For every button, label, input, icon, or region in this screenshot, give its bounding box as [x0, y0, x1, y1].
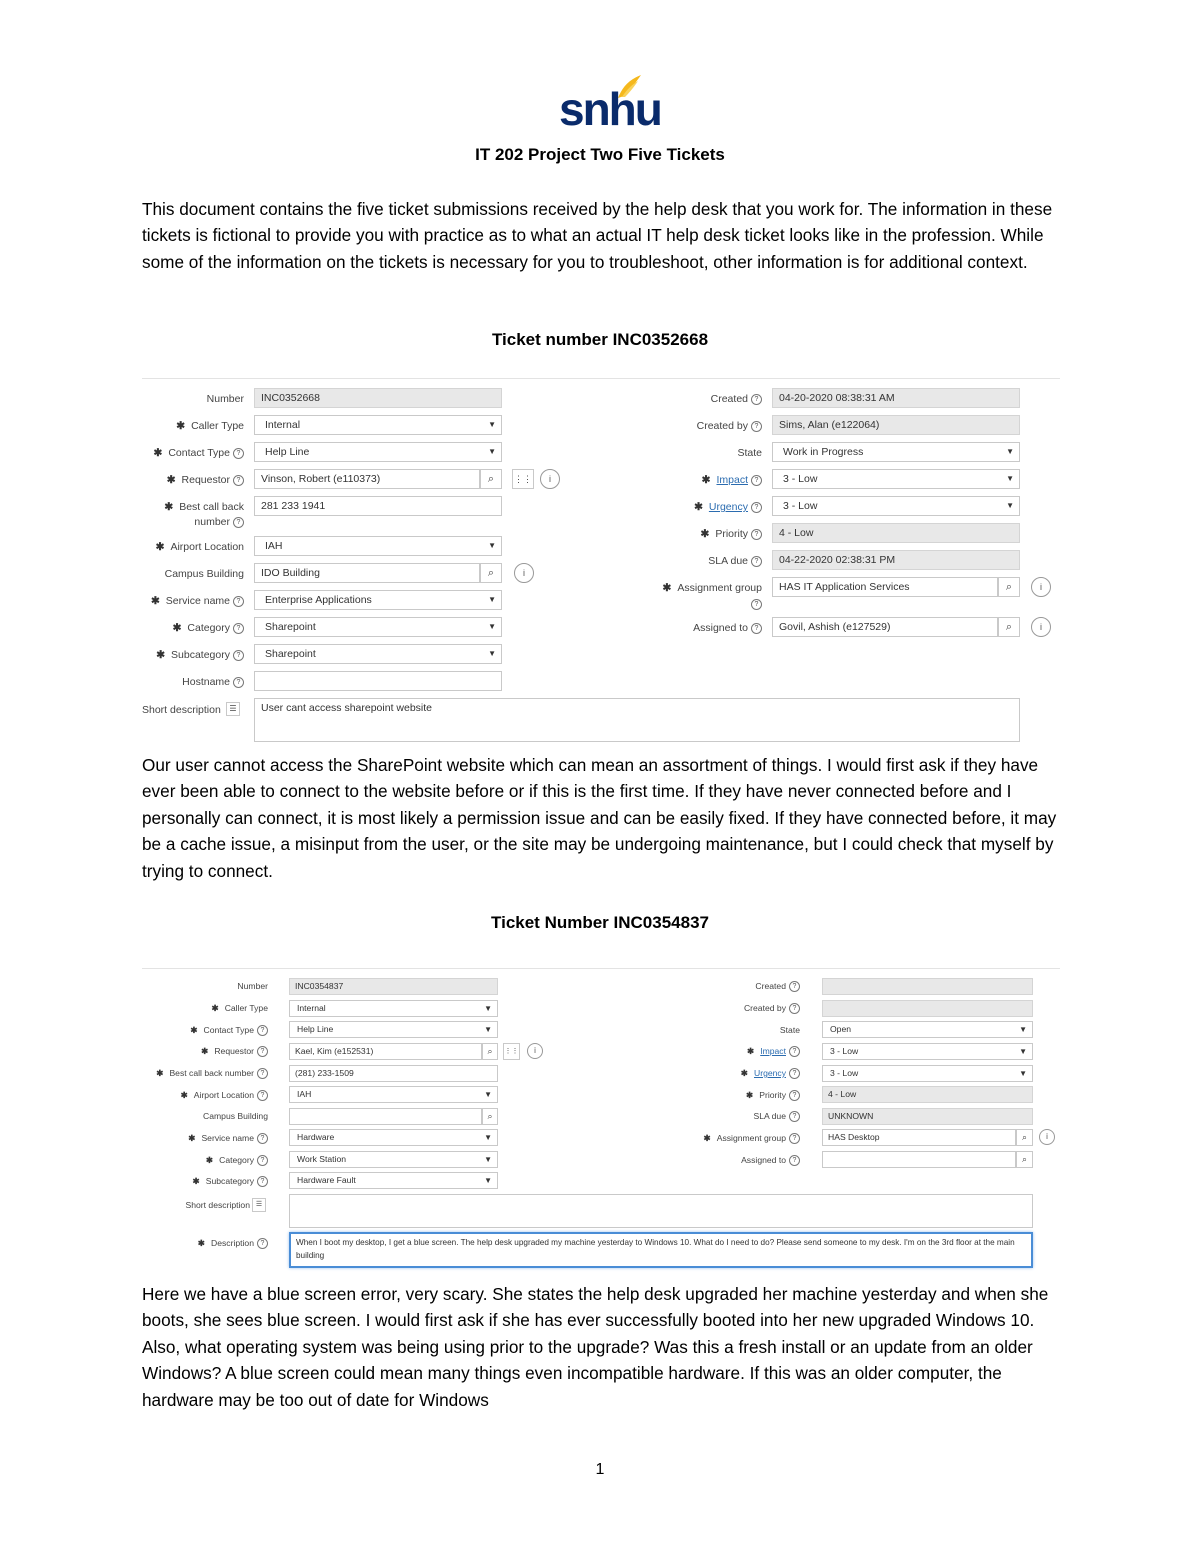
- snhu-logo: [556, 74, 661, 135]
- search-icon[interactable]: ⌕: [1016, 1129, 1033, 1146]
- chevron-down-icon: ▼: [1006, 501, 1014, 510]
- spellcheck-icon[interactable]: ☰: [252, 1198, 266, 1212]
- category-label: ✱ Category ?: [142, 622, 244, 634]
- urgency-label[interactable]: ✱ Urgency ?: [642, 1068, 800, 1079]
- contact-type-label: ✱ Contact Type ?: [142, 1025, 268, 1036]
- chevron-down-icon: ▼: [1019, 1047, 1027, 1056]
- info-icon: ?: [751, 529, 762, 540]
- chevron-down-icon: ▼: [488, 649, 496, 658]
- assigned-to-input[interactable]: [822, 1151, 1016, 1168]
- info-icon: ?: [257, 1155, 268, 1166]
- description-input[interactable]: When I boot my desktop, I get a blue screen. The help desk upgraded my machine yesterday to Windows 10. What do I need to do? Please send someone to my desk. I'm on the 3rd floor at the main building: [289, 1232, 1033, 1268]
- intro-paragraph: This document contains the five ticket submissions received by the help desk that you work for. The information in these tickets is fictional to provide you with practice as to what an actual IT help desk ticket looks like in the profession. While some of the information on the tickets is necessary for you to troubleshoot, other information is for additional context.: [142, 199, 1053, 272]
- subcategory-select[interactable]: Sharepoint ▼: [254, 644, 502, 664]
- chevron-down-icon: ▼: [488, 541, 496, 550]
- created-field: [822, 978, 1033, 995]
- short-description-label: Short description: [142, 704, 221, 716]
- requestor-input[interactable]: Vinson, Robert (e110373): [254, 469, 480, 489]
- search-icon[interactable]: ⌕: [480, 563, 502, 583]
- state-label: State: [737, 447, 762, 459]
- airport-location-select[interactable]: IAH ▼: [289, 1086, 498, 1103]
- preview-icon[interactable]: i: [514, 563, 534, 583]
- preview-icon[interactable]: i: [540, 469, 560, 489]
- created-by-label: Created by ?: [642, 1003, 800, 1014]
- category-select[interactable]: Sharepoint ▼: [254, 617, 502, 637]
- urgency-label[interactable]: ✱ Urgency ?: [602, 501, 762, 513]
- info-icon: ?: [233, 517, 244, 528]
- chevron-down-icon: ▼: [1019, 1069, 1027, 1078]
- info-icon: ?: [257, 1090, 268, 1101]
- sla-due-field: UNKNOWN: [822, 1108, 1033, 1125]
- number-field: INC0352668: [254, 388, 502, 408]
- chevron-down-icon: ▼: [484, 1025, 492, 1034]
- best-call-back-label-2: number ?: [142, 516, 244, 528]
- logo-text: snhu: [559, 83, 661, 135]
- caller-type-select[interactable]: Internal ▼: [289, 1000, 498, 1017]
- info-icon: ?: [789, 1133, 800, 1144]
- service-name-select[interactable]: Enterprise Applications ▼: [254, 590, 502, 610]
- created-by-label: Created by ?: [602, 420, 762, 432]
- number-field: INC0354837: [289, 978, 498, 995]
- hostname-label: Hostname ?: [142, 676, 244, 688]
- priority-field: 4 - Low: [822, 1086, 1033, 1103]
- requestor-label: ✱ Requestor ?: [142, 1046, 268, 1057]
- created-by-field: Sims, Alan (e122064): [772, 415, 1020, 435]
- sla-due-label: SLA due ?: [602, 555, 762, 567]
- info-icon: ?: [257, 1238, 268, 1249]
- service-name-select[interactable]: Hardware ▼: [289, 1129, 498, 1146]
- impact-label: ✱ Impact ?: [642, 1046, 800, 1057]
- document-title: IT 202 Project Two Five Tickets: [475, 145, 725, 164]
- requestor-input[interactable]: Kael, Kim (e152531): [289, 1043, 482, 1060]
- info-icon: ?: [789, 981, 800, 992]
- created-by-field: [822, 1000, 1033, 1017]
- chevron-down-icon: ▼: [484, 1133, 492, 1142]
- subcategory-label: ✱ Subcategory ?: [142, 649, 244, 661]
- info-icon: ?: [233, 677, 244, 688]
- ticket2-heading: Ticket Number INC0354837: [491, 913, 709, 932]
- chevron-down-icon: ▼: [484, 1176, 492, 1185]
- priority-label: ✱ Priority ?: [602, 528, 762, 540]
- preview-icon[interactable]: i: [1031, 617, 1051, 637]
- info-icon: ?: [751, 599, 762, 610]
- chevron-down-icon: ▼: [484, 1004, 492, 1013]
- info-icon: ?: [257, 1133, 268, 1144]
- search-icon[interactable]: ⌕: [998, 577, 1020, 597]
- caller-type-select[interactable]: Internal ▼: [254, 415, 502, 435]
- ticket1-form: [142, 378, 1060, 743]
- info-icon: ?: [233, 448, 244, 459]
- chevron-down-icon: ▼: [488, 595, 496, 604]
- assignment-group-input[interactable]: HAS IT Application Services: [772, 577, 998, 597]
- service-name-label: ✱ Service name ?: [142, 595, 244, 607]
- state-select[interactable]: Open ▼: [822, 1021, 1033, 1038]
- preview-icon[interactable]: i: [1031, 577, 1051, 597]
- sla-due-label: SLA due ?: [642, 1111, 800, 1122]
- assigned-to-label: Assigned to ?: [642, 1155, 800, 1166]
- page-number: 1: [595, 1461, 605, 1478]
- info-icon: ?: [789, 1155, 800, 1166]
- search-icon[interactable]: ⌕: [998, 617, 1020, 637]
- airport-location-label: ✱ Airport Location ?: [142, 1090, 268, 1101]
- info-icon: ?: [751, 421, 762, 432]
- assignment-group-label: ✱ Assignment group: [662, 582, 762, 594]
- priority-field: 4 - Low: [772, 523, 1020, 543]
- campus-building-input[interactable]: IDO Building: [254, 563, 480, 583]
- info-icon: ?: [257, 1046, 268, 1057]
- impact-label: ✱ Impact ?: [602, 474, 762, 486]
- info-icon: ?: [789, 1046, 800, 1057]
- spellcheck-icon[interactable]: ☰: [226, 702, 240, 716]
- info-icon: ?: [751, 623, 762, 634]
- chevron-down-icon: ▼: [488, 420, 496, 429]
- description-label: ✱ Description ?: [142, 1238, 268, 1249]
- assigned-to-label: Assigned to ?: [602, 622, 762, 634]
- search-icon[interactable]: ⌕: [482, 1108, 498, 1125]
- urgency-select[interactable]: 3 - Low ▼: [772, 496, 1020, 516]
- info-icon: ?: [257, 1025, 268, 1036]
- chevron-down-icon: ▼: [488, 622, 496, 631]
- info-icon: ?: [751, 475, 762, 486]
- campus-building-label: Campus Building: [203, 1111, 268, 1121]
- hostname-input[interactable]: [254, 671, 502, 691]
- short-description-input[interactable]: User cant access sharepoint website: [254, 698, 1020, 742]
- info-icon: ?: [233, 596, 244, 607]
- created-field: 04-20-2020 08:38:31 AM: [772, 388, 1020, 408]
- caller-type-label: ✱ Caller Type: [211, 1003, 268, 1013]
- campus-building-input[interactable]: [289, 1108, 482, 1125]
- tree-picker-icon[interactable]: ⋮⋮: [512, 469, 534, 489]
- info-icon: ?: [751, 556, 762, 567]
- ticket1-heading: Ticket number INC0352668: [491, 330, 709, 349]
- impact-select[interactable]: 3 - Low ▼: [772, 469, 1020, 489]
- chevron-down-icon: ▼: [488, 447, 496, 456]
- airport-location-select[interactable]: IAH ▼: [254, 536, 502, 556]
- created-label: Created ?: [642, 981, 800, 992]
- info-icon: ?: [257, 1176, 268, 1187]
- info-icon: ?: [789, 1090, 800, 1101]
- chevron-down-icon: ▼: [1019, 1025, 1027, 1034]
- contact-type-label: ✱ Contact Type ?: [142, 447, 244, 459]
- search-icon[interactable]: ⌕: [1016, 1151, 1033, 1168]
- info-icon: ?: [789, 1003, 800, 1014]
- sla-due-field: 04-22-2020 02:38:31 PM: [772, 550, 1020, 570]
- chevron-down-icon: ▼: [484, 1155, 492, 1164]
- urgency-select[interactable]: 3 - Low ▼: [822, 1065, 1033, 1082]
- ticket2-analysis-paragraph: Here we have a blue screen error, very scary. She states the help desk upgraded her machine yesterday and when she boots, she sees blue screen. I would first ask if she has ever successfully booted into her new upgraded Windows 10. Also, what operating system was being using prior to the upgrade? Was this a fresh install or an update from an older Windows? A blue screen could mean many things even incompatible hardware. If this was an older computer, the hardware may be too out of date for Windows: [142, 1284, 1049, 1410]
- created-label: Created ?: [602, 393, 762, 405]
- short-description-label: Short description: [185, 1200, 250, 1210]
- category-label: ✱ Category ?: [142, 1155, 268, 1166]
- number-label: Number: [237, 981, 268, 991]
- info-icon: ?: [751, 394, 762, 405]
- best-call-back-label: ✱ Best call back: [164, 501, 244, 513]
- subcategory-select[interactable]: Hardware Fault ▼: [289, 1172, 498, 1189]
- info-icon: ?: [257, 1068, 268, 1079]
- info-icon: ?: [233, 650, 244, 661]
- short-description-input[interactable]: [289, 1194, 1033, 1228]
- assignment-group-input[interactable]: HAS Desktop: [822, 1129, 1016, 1146]
- category-select[interactable]: Work Station ▼: [289, 1151, 498, 1168]
- caller-type-label: ✱ Caller Type: [176, 420, 244, 432]
- info-icon: ?: [233, 475, 244, 486]
- info-icon: ?: [751, 502, 762, 513]
- priority-label: ✱ Priority ?: [642, 1090, 800, 1101]
- ticket1-analysis-paragraph: Our user cannot access the SharePoint website which can mean an assortment of things. I would first ask if they have ever been able to connect to the website before or if this is the first time. If they have never connected before and I personally can connect, it is most likely a permission issue and can be easily fixed. If they have connected before, it may be a cache issue, a misinput from the user, or the site may be undergoing maintenance, but I could check that myself by trying to connect.: [142, 755, 1057, 881]
- assignment-group-info: [602, 598, 762, 610]
- number-label: Number: [206, 393, 244, 405]
- preview-icon[interactable]: i: [1039, 1129, 1055, 1145]
- assignment-group-label: ✱ Assignment group ?: [642, 1133, 800, 1144]
- ticket2-form: [142, 968, 1060, 1280]
- tree-picker-icon[interactable]: ⋮⋮: [503, 1043, 520, 1060]
- campus-building-label: Campus Building: [164, 568, 244, 580]
- info-icon: ?: [789, 1068, 800, 1079]
- contact-type-select[interactable]: Help Line ▼: [289, 1021, 498, 1038]
- assigned-to-input[interactable]: Govil, Ashish (e127529): [772, 617, 998, 637]
- impact-select[interactable]: 3 - Low ▼: [822, 1043, 1033, 1060]
- state-label: State: [779, 1025, 800, 1035]
- info-icon: ?: [233, 623, 244, 634]
- airport-location-label: ✱ Airport Location: [155, 541, 244, 553]
- info-icon: ?: [789, 1111, 800, 1122]
- state-select[interactable]: Work in Progress ▼: [772, 442, 1020, 462]
- search-icon[interactable]: ⌕: [480, 469, 502, 489]
- best-call-back-input[interactable]: (281) 233-1509: [289, 1065, 498, 1082]
- best-call-back-label: ✱ Best call back number ?: [142, 1068, 268, 1079]
- contact-type-select[interactable]: Help Line ▼: [254, 442, 502, 462]
- chevron-down-icon: ▼: [1006, 474, 1014, 483]
- preview-icon[interactable]: i: [527, 1043, 543, 1059]
- subcategory-label: ✱ Subcategory ?: [142, 1176, 268, 1187]
- best-call-back-input[interactable]: 281 233 1941: [254, 496, 502, 516]
- requestor-label: ✱ Requestor ?: [142, 474, 244, 486]
- chevron-down-icon: ▼: [1006, 447, 1014, 456]
- service-name-label: ✱ Service name ?: [142, 1133, 268, 1144]
- chevron-down-icon: ▼: [484, 1090, 492, 1099]
- search-icon[interactable]: ⌕: [482, 1043, 498, 1060]
